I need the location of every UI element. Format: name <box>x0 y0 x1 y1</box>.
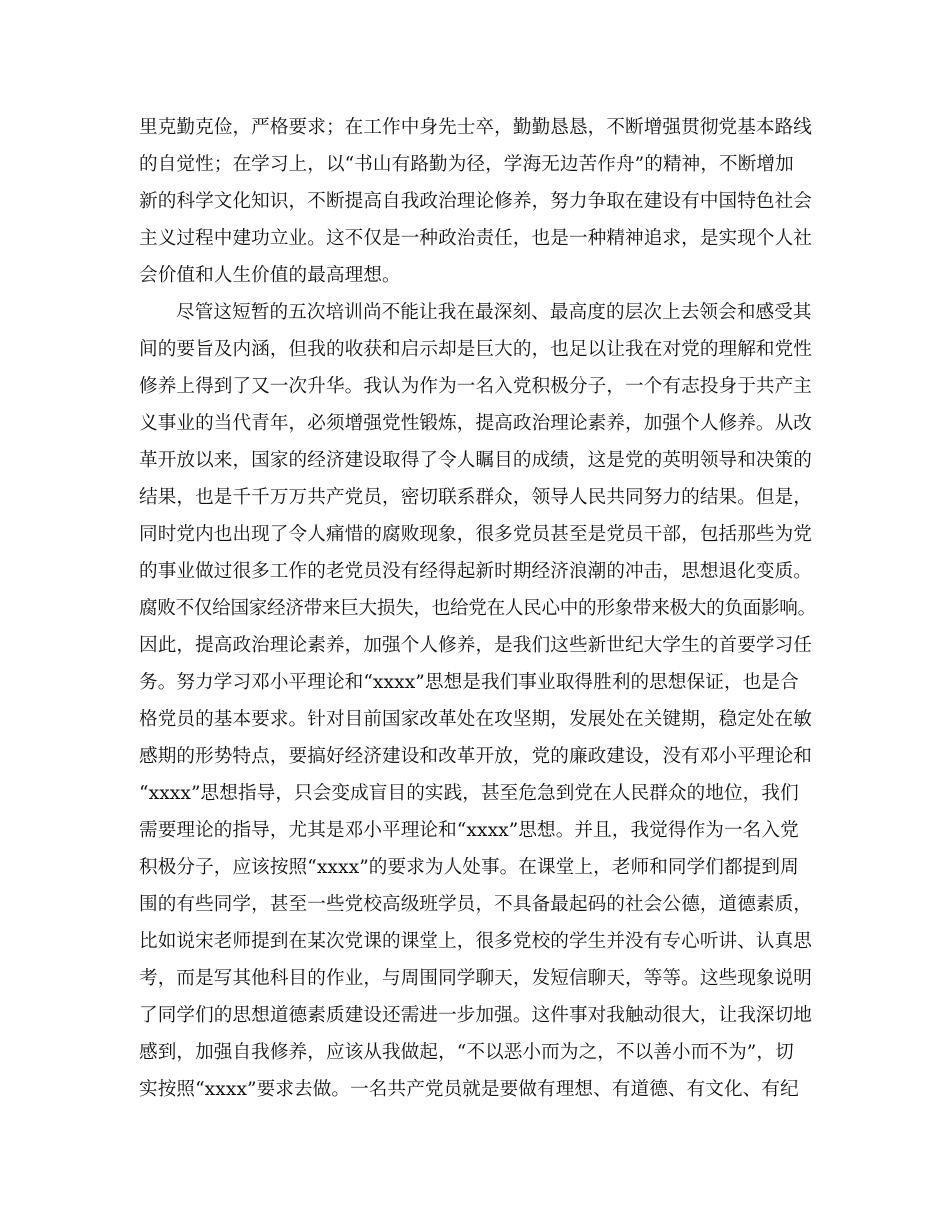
text-line: 格党员的基本要求。针对目前国家改革处在攻坚期，发展处在关键期，稳定处在敏 <box>139 709 812 730</box>
text-line: 同时党内也出现了令人痛惜的腐败现象，很多党员甚至是党员干部，包括那些为党 <box>139 524 812 545</box>
paragraph-2 <box>139 294 819 1108</box>
text-line: 实按照“xxxx”要求去做。一名共产党员就是要做有理想、有道德、有文化、有纪 <box>139 1079 799 1100</box>
text-line: 间的要旨及内涵，但我的收获和启示却是巨大的，也足以让我在对党的理解和党性 <box>139 339 812 360</box>
text-line: 新的科学文化知识，不断提高自我政治理论修养，努力争取在建设有中国特色社会 <box>139 191 812 212</box>
text-line: 因此，提高政治理论素养，加强个人修养，是我们这些新世纪大学生的首要学习任 <box>139 635 812 656</box>
text-line: 结果，也是千千万万共产党员，密切联系群众，领导人民共同努力的结果。但是， <box>139 487 812 508</box>
text-line: 主义过程中建功立业。这不仅是一种政治责任，也是一种精神追求，是实现个人社 <box>139 228 812 249</box>
document-body <box>139 109 819 1108</box>
text-line: 腐败不仅给国家经济带来巨大损失，也给党在人民心中的形象带来极大的负面影响。 <box>139 598 816 619</box>
paragraph-1 <box>139 109 819 294</box>
text-line: 修养上得到了又一次升华。我认为作为一名入党积极分子，一个有志投身于共产主 <box>139 376 812 397</box>
text-line: 义事业的当代青年，必须增强党性锻炼，提高政治理论素养，加强个人修养。从改 <box>139 413 812 434</box>
text-line: 会价值和人生价值的最高理想。 <box>139 265 401 286</box>
text-line: 里克勤克俭，严格要求；在工作中身先士卒，勤勤恳恳，不断增强贯彻党基本路线 <box>139 117 812 138</box>
text-line: 革开放以来，国家的经济建设取得了令人瞩目的成绩，这是党的英明领导和决策的 <box>139 450 812 471</box>
text-line: 感期的形势特点，要搞好经济建设和改革开放，党的廉政建设，没有邓小平理论和 <box>139 746 812 767</box>
text-line: 的自觉性；在学习上，以“书山有路勤为径，学海无边苦作舟”的精神，不断增加 <box>139 154 794 175</box>
text-line: 围的有些同学，甚至一些党校高级班学员，不具备最起码的社会公德，道德素质， <box>139 894 812 915</box>
text-line: 积极分子，应该按照“xxxx”的要求为人处事。在课堂上，老师和同学们都提到周 <box>139 857 799 878</box>
text-line: 需要理论的指导，尤其是邓小平理论和“xxxx”思想。并且，我觉得作为一名入党 <box>139 820 799 841</box>
text-line: 的事业做过很多工作的老党员没有经得起新时期经济浪潮的冲击，思想退化变质。 <box>139 561 812 582</box>
text-line: 考，而是写其他科目的作业，与周围同学聊天，发短信聊天，等等。这些现象说明 <box>139 968 812 989</box>
text-line: “xxxx”思想指导，只会变成盲目的实践，甚至危急到党在人民群众的地位，我们 <box>139 783 799 804</box>
text-line: 务。努力学习邓小平理论和“xxxx”思想是我们事业取得胜利的思想保证，也是合 <box>139 672 799 693</box>
text-line: 了同学们的思想道德素质建设还需进一步加强。这件事对我触动很大，让我深切地 <box>139 1005 812 1026</box>
text-line: 比如说宋老师提到在某次党课的课堂上，很多党校的学生并没有专心听讲、认真思 <box>139 931 812 952</box>
text-line-indented: 尽管这短暂的五次培训尚不能让我在最深刻、最高度的层次上去领会和感受其 <box>176 302 812 323</box>
text-line: 感到，加强自我修养，应该从我做起，“不以恶小而为之，不以善小而不为”，切 <box>139 1042 794 1063</box>
